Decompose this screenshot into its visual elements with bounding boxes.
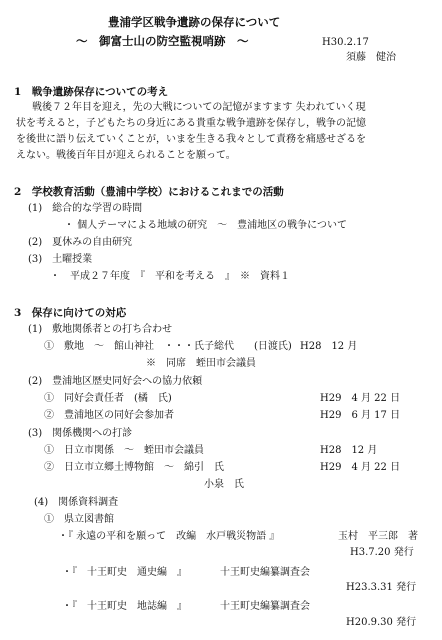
section2-heading: 2 学校教育活動（豊浦中学校）におけるこれまでの活動: [14, 186, 284, 198]
list-item-date: H29 4 月 22 日: [320, 462, 401, 473]
book-author: 玉村 平三郎 著: [338, 531, 418, 542]
section2-item: (2) 夏休みの自由研究: [28, 237, 133, 248]
book-date: H20.9.30 発行: [346, 617, 417, 628]
book-date: H23.3.31 発行: [346, 582, 417, 593]
list-item: ① 日立市関係 ～ 蛭田市会議員: [44, 445, 204, 456]
list-item: ① 県立図書館: [44, 514, 114, 525]
section2-item: ・ 個人テーマによる地域の研究 ～ 豊浦地区の戦争について: [64, 220, 347, 231]
section1-paragraph-line: えない。戦後百年目が迎えられることを願って。: [16, 150, 236, 161]
section1-paragraph-line: 戦後７２年目を迎え，先の大戦についての記憶がますます 失われていく現: [32, 102, 366, 113]
list-item-date: H28 12 月: [320, 445, 378, 456]
book-title: ・『 永遠の平和を願って 改編 水戸戦災物語 』: [58, 531, 280, 542]
list-item-date: H28 12 月: [300, 341, 358, 352]
subsection-label: (4) 関係資料調査: [34, 497, 119, 508]
section3-heading: 3 保存に向けての対応: [14, 307, 127, 319]
section2-item: ・ 平成２７年度 『 平和を考える 』 ※ 資料１: [50, 271, 290, 282]
note: ※ 同席 蛭田市会議員: [146, 358, 256, 369]
page-subtitle: ～ 御富士山の防空監視哨跡 ～: [76, 34, 249, 48]
author-name: 須藤 健治: [346, 52, 396, 63]
subsection-label: (2) 豊浦地区歴史同好会への協力依頼: [28, 376, 203, 387]
document-date: H30.2.17: [322, 37, 369, 48]
book-author: 十王町史編纂調査会: [220, 601, 310, 612]
list-item-date: H29 4 月 22 日: [320, 393, 401, 404]
section2-item: (3) 土曜授業: [28, 254, 93, 265]
list-item: ① 同好会責任者 (橘 氏): [44, 393, 172, 404]
section1-heading: 1 戦争遺跡保存についての考え: [14, 86, 169, 98]
list-item: ② 豊浦地区の同好会参加者: [44, 410, 174, 421]
list-item-date: H29 6 月 17 日: [320, 410, 401, 421]
book-title: ・『 十王町史 地誌編 』: [62, 601, 187, 612]
list-item: 小泉 氏: [204, 479, 244, 490]
book-author: 十王町史編纂調査会: [220, 567, 310, 578]
list-item: ① 敷地 ～ 館山神社 ・・・氏子総代 (日渡氏): [44, 341, 292, 352]
section2-item: (1) 総合的な学習の時間: [28, 203, 143, 214]
section1-paragraph-line: 状を考えると，子どもたちの身近にある貴重な戦争遺跡を保存し，戦争の記憶: [16, 118, 366, 129]
page-title: 豊浦学区戦争遺跡の保存について: [108, 15, 281, 29]
list-item: ② 日立市立郷土博物館 ～ 綿引 氏: [44, 462, 224, 473]
subsection-label: (3) 関係機関への打診: [28, 428, 133, 439]
section1-paragraph-line: を後世に語り伝えていくことが，いまを生きる我々として責務を痛感せざるを: [16, 134, 366, 145]
book-title: ・『 十王町史 通史編 』: [62, 567, 187, 578]
subsection-label: (1) 敷地関係者との打ち合わせ: [28, 324, 173, 335]
book-date: H3.7.20 発行: [350, 547, 414, 558]
